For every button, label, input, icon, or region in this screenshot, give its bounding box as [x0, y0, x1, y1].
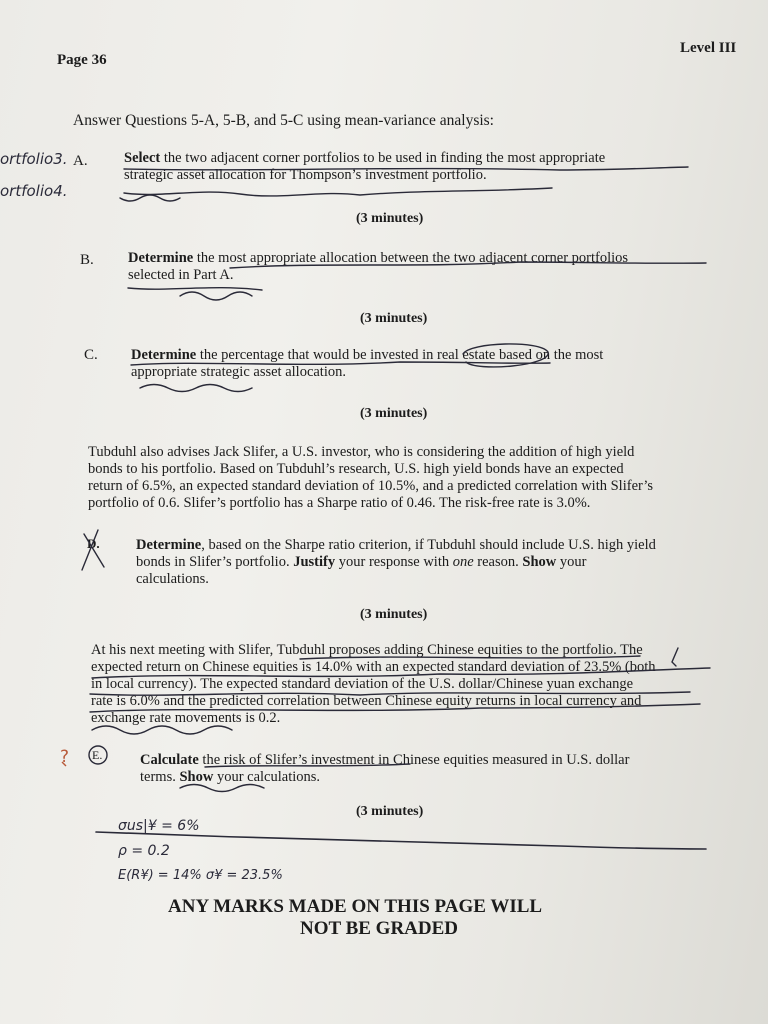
question-b-text: Determine the most appropriate allocation between the two adjacent corner portfolios selected in Part A.	[128, 250, 629, 283]
red-tick	[62, 762, 66, 766]
bracket-mark	[672, 648, 678, 666]
instructions: Answer Questions 5-A, 5-B, and 5-C using mean-variance analysis:	[73, 112, 494, 129]
wave-e	[180, 785, 264, 792]
underline-b-2	[128, 288, 262, 290]
underline-ch-1	[300, 656, 640, 659]
underline-a-2	[124, 188, 552, 196]
cross-mark	[82, 530, 104, 570]
long-line	[96, 832, 706, 849]
underline-c-1	[131, 362, 550, 365]
question-c-label: C.	[84, 347, 98, 363]
question-e-text: Calculate the risk of Slifer’s investment in Chinese equities measured in U.S. dollar terms. Show your calculations.	[140, 752, 630, 785]
warning-line-1: ANY MARKS MADE ON THIS PAGE WILL	[168, 896, 543, 917]
wave-c	[140, 385, 252, 392]
underline-a-1	[124, 167, 688, 170]
circle-e	[89, 746, 107, 764]
note-rho: ρ = 0.2	[118, 843, 170, 859]
question-b-time: (3 minutes)	[360, 311, 428, 326]
margin-question-mark: ?	[60, 747, 70, 767]
question-6-text: Determine, based on the Sharpe ratio criterion, if Tubduhl should include U.S. high yield bonds in Slifer’s portfolio. Justify your response with one reason. Show your calculations.	[136, 537, 656, 587]
question-6-label: D.	[87, 536, 100, 551]
wave-ch	[92, 726, 232, 734]
warning-line-2: NOT BE GRADED	[300, 918, 459, 939]
question-6-time: (3 minutes)	[360, 607, 428, 622]
chinese-paragraph: At his next meeting with Slifer, Tubduhl proposes adding Chinese equities to the portfolio. The expected return on Chinese equities is 14.0% with an expected standard deviation of 23.5% (both in local currency). The expected standard deviation of the U.S. dollar/Chinese yuan exchange rate is 6.0% and the predicted correlation between Chinese equity returns in local currency and exchange rate movements is 0.2.	[91, 642, 656, 726]
question-e-time: (3 minutes)	[356, 804, 424, 819]
question-a-time: (3 minutes)	[356, 211, 424, 226]
page-number: Page 36	[57, 52, 107, 68]
underline-ch-4	[90, 704, 700, 712]
question-b-label: B.	[80, 252, 94, 268]
note-expected-return: E(R¥) = 14% σ¥ = 23.5%	[118, 868, 283, 883]
note-sigma-usd: σus|¥ = 6%	[118, 818, 200, 834]
margin-note-2: ortfolio4.	[0, 182, 68, 200]
underline-e	[205, 764, 410, 767]
underline-ch-2	[92, 668, 710, 678]
question-e-label: E.	[92, 748, 103, 762]
underline-b-1	[230, 262, 706, 268]
wave-b	[180, 292, 252, 300]
question-a-text: Select the two adjacent corner portfolios to be used in finding the most appropriate strategic asset allocation for Thompson’s investment portfolio.	[124, 150, 606, 183]
underline-ch-3	[90, 692, 690, 695]
wave-a	[120, 195, 180, 201]
question-a-label: A.	[73, 153, 88, 169]
exam-level: Level III	[680, 40, 737, 56]
question-c-time: (3 minutes)	[360, 406, 428, 421]
question-c-text: Determine the percentage that would be invested in real estate based on the most appropriate strategic asset allocation.	[131, 347, 604, 380]
slifer-paragraph: Tubduhl also advises Jack Slifer, a U.S. investor, who is considering the addition of high yield bonds to his portfolio. Based on Tubduhl’s research, U.S. high yield bonds have an expected return of 6.5%, an expected standard deviation of 10.5%, and a predicted correlation with Slifer’s portfolio of 0.6. Slifer’s portfolio has a Sharpe ratio of 0.46. The risk-free rate is 3.0%.	[88, 444, 654, 511]
margin-note-1: ortfolio3.	[0, 150, 68, 168]
